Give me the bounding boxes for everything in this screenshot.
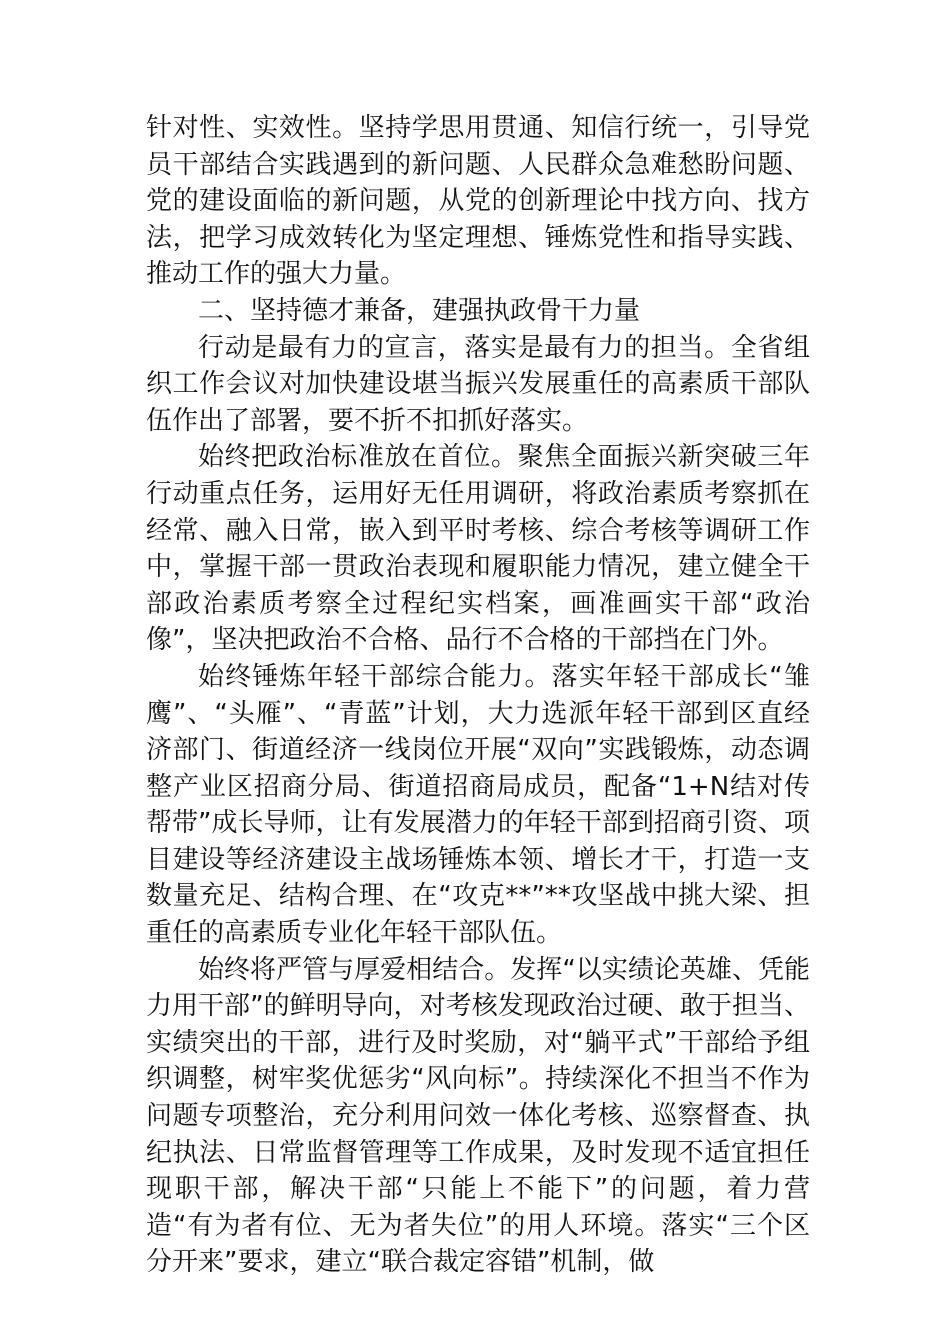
section-heading: 二、坚持德才兼备，建强执政骨干力量 — [198, 295, 641, 326]
document-page — [146, 110, 810, 1281]
paragraph-continuation: 针对性、实效性。坚持学思用贯通、知信行统一，引导党员干部结合实践遇到的新问题、人民群众急难愁盼问题、党的建设面临的新问题，从党的创新理论中找方向、找方法，把学习成效转化为坚定理想、锤炼党性和指导实践、推动工作的强大力量。 — [146, 113, 810, 290]
paragraph-young-cadres: 始终锤炼年轻干部综合能力。落实年轻干部成长“雏鹰”、“头雁”、“青蓝”计划，大力选派年轻干部到区直经济部门、街道经济一线岗位开展“双向”实践锻炼，动态调整产业区招商分局、街道招商局成员，配备“1+N结对传帮带”成长导师，让有发展潜力的年轻干部到招商引资、项目建设等经济建设主战场锤炼本领、增长才干，打造一支数量充足、结构合理、在“攻克**”**攻坚战中挑大梁、担重任的高素质专业化年轻干部队伍。 — [146, 661, 810, 949]
paragraph-political-standard: 始终把政治标准放在首位。聚焦全面振兴新突破三年行动重点任务，运用好无任用调研，将政治素质考察抓在经常、融入日常，嵌入到平时考核、综合考核等调研工作中，掌握干部一贯政治表现和履职能力情况，建立健全干部政治素质考察全过程纪实档案，画准画实干部“政治像”，坚决把政治不合格、品行不合格的干部挡在门外。 — [146, 442, 810, 656]
paragraph-intro: 行动是最有力的宣言，落实是最有力的担当。全省组织工作会议对加快建设堪当振兴发展重任的高素质干部队伍作出了部署，要不折不扣抓好落实。 — [146, 332, 810, 436]
paragraph-strict-management: 始终将严管与厚爱相结合。发挥“以实绩论英雄、凭能力用干部”的鲜明导向，对考核发现政治过硬、敢于担当、实绩突出的干部，进行及时奖励，对“躺平式”干部给予组织调整，树牢奖优惩劣“风向标”。持续深化不担当不作为问题专项整治，充分利用问效一体化考核、巡察督查、执纪执法、日常监督管理等工作成果，及时发现不适宜担任现职干部，解决干部“只能上不能下”的问题，着力营造“有为者有位、无为者失位”的用人环境。落实“三个区分开来”要求，建立“联合裁定容错”机制，做 — [146, 954, 810, 1278]
